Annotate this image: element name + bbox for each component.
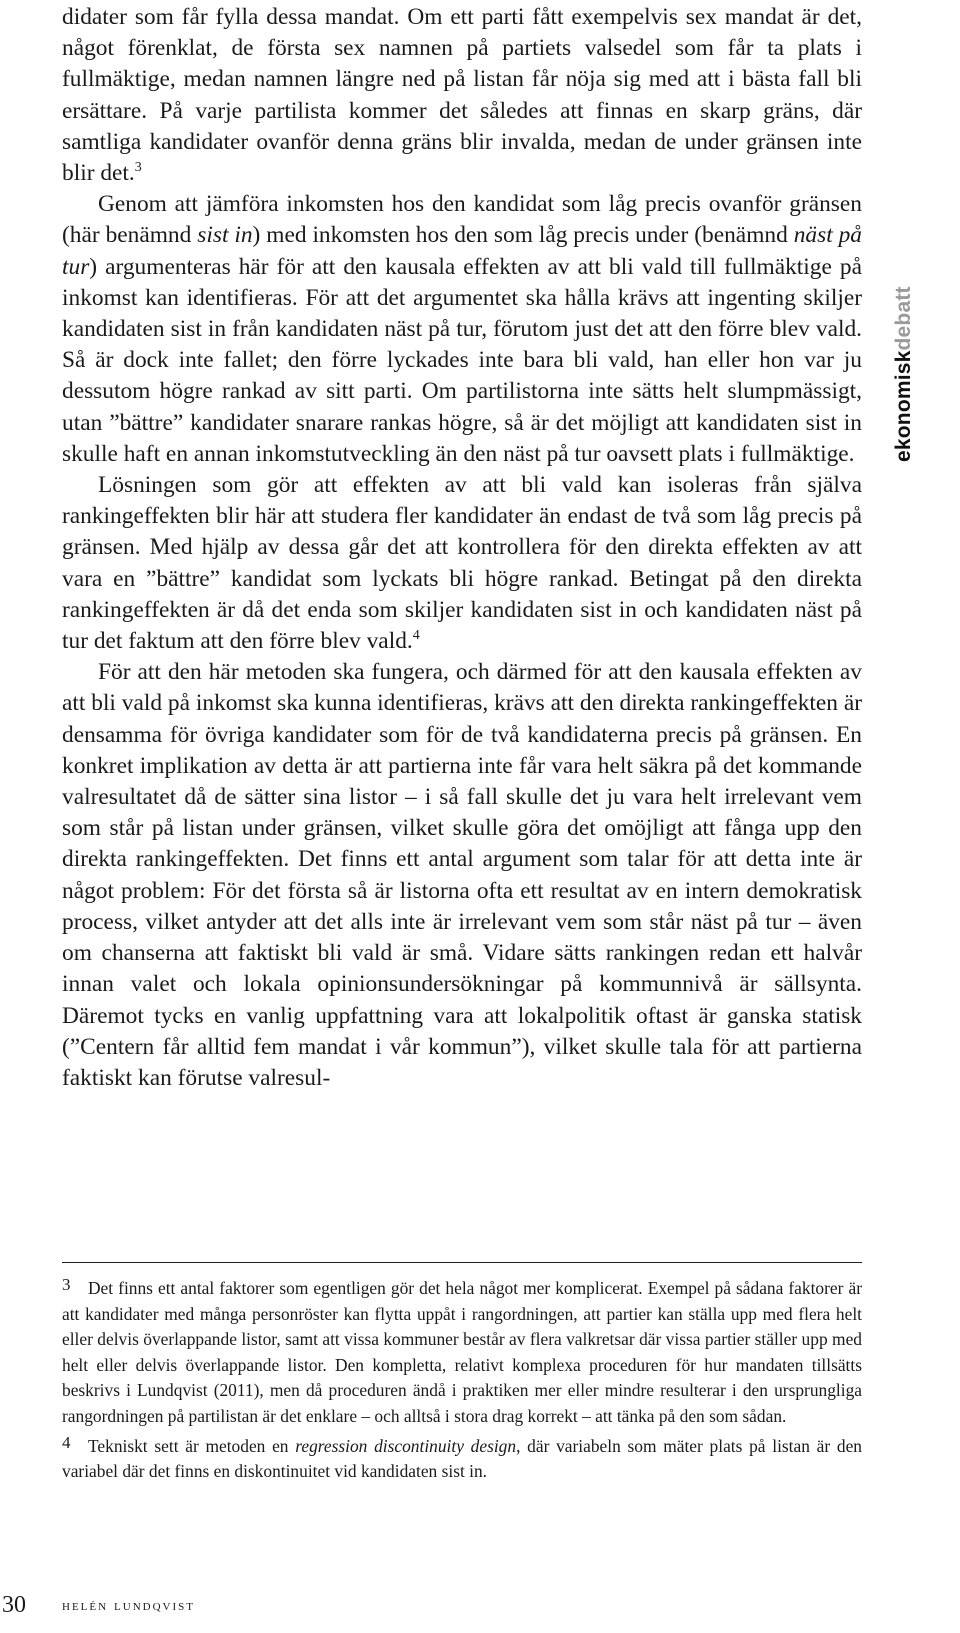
- footnotes: [62, 1272, 862, 1485]
- footnote-divider: [62, 1262, 862, 1263]
- term-rdd: regression discontinuity design: [295, 1435, 517, 1456]
- footnote-ref-4[interactable]: 4: [412, 628, 420, 644]
- page-number: 30: [2, 1592, 26, 1618]
- paragraph-2: Genom att jämföra inkomsten hos den kandidat som låg precis ovanför gränsen (här benämnd sist in) med inkomsten hos den som låg precis under (benämnd näst på tur) argumenteras här för att den kausala effekten av att bli vald till fullmäktige på inkomst kan identifieras. För att det argumentet ska hålla krävs att ingenting skiljer kandidaten sist in från kandidaten näst på tur, förutom just det att den förre blev vald. Så är dock inte fallet; den förre lyckades inte bara bli vald, han eller hon var ju dessutom högre rankad av sitt parti. Om partilistorna inte sätts helt slumpmässigt, utan ”bättre” kandidater snarare rankas högre, så är det möjligt att kandidaten sist in skulle haft en annan inkomstutveckling än den näst på tur oavsett plats i fullmäktige.: [62, 191, 863, 467]
- paragraph-3: Lösningen som gör att effekten av att bli vald kan isoleras från själva rankingeffekten blir här att studera fler kandidater än endast de två som låg precis på gränsen. Med hjälp av dessa går det att kontrollera för den direkta effekten av att vara en ”bättre” kandidat som lyckats bli högre rankad. Betingat på den direkta rankingeffekten är då det enda som skiljer kandidaten sist in och kandidaten näst på tur det faktum att den förre blev vald.$^4$: [62, 472, 862, 655]
- term-nast-pa-tur: näst på tur: [62, 222, 863, 280]
- paragraph-1: didater som får fylla dessa mandat. Om ett parti fått exempelvis sex mandat är det, något förenklat, de första sex namnen på partiets valsedel som får ta plats i fullmäktige, medan namnen längre ned på listan får nöja sig med att i bästa fall bli ersättare. På varje partilista kommer det således att finnas en skarp gräns, där samtliga kandidater ovanför denna gräns blir invalda, medan de under gränsen inte blir det.$^3$: [62, 4, 862, 187]
- footnote-number-4: 4: [62, 1432, 71, 1452]
- footnote-number-3: 3: [62, 1275, 71, 1294]
- body-text: [62, 2, 862, 1094]
- side-label-debatt: debatt: [892, 286, 915, 351]
- term-sist-in: sist in: [197, 222, 253, 249]
- side-label-ekonomisk: ekonomisk: [892, 350, 915, 462]
- footnote-3: 3 Det finns ett antal faktorer som egentligen gör det hela något mer komplicerat. Exempel på sådana faktorer är att kandidater med många personröster kan flytta uppåt i rangordningen, att partier kan ställa upp med flera helt eller delvis överlappande listor, samt att vissa kommuner består av flera valkretsar där vissa partier ställer upp med helt eller delvis överlappande listor. Den kompletta, relativt komplexa proceduren för hur mandaten tillsätts beskrivs i Lundqvist (2011), men då proceduren ändå i praktiken mer eller mindre resulterar i den ursprungliga rangordningen på partilistan är det enklare – och alltså i stora drag korrekt – att tänka på den som sådan.: [62, 1272, 862, 1430]
- footnote-4: 4 Tekniskt sett är metoden en regression discontinuity design, där variabeln som mäter plats på listan är den variabel där det finns en diskontinuitet vid kandidaten sist in.: [62, 1430, 862, 1485]
- paragraph-4: För att den här metoden ska fungera, och därmed för att den kausala effekten av att bli vald på inkomst ska kunna identifieras, krävs att den direkta rankingeffekten är densamma för övriga kandidater som för de två kandidaterna precis på gränsen. En konkret implikation av detta är att partierna inte får vara helt säkra på det kommande valresultatet då de sätter sina listor – i så fall skulle det ju vara helt irrelevant vem som står på listan under gränsen, vilket skulle göra det omöjligt att fånga upp den direkta rankingeffekten. Det finns ett antal argument som talar för att detta inte är något problem: För det första så är listorna ofta ett resultat av en intern demokratisk process, vilket antyder att det alls inte är irrelevant vem som står näst på tur – även om chanserna att faktiskt bli vald är små. Vidare sätts rankingen redan ett halvår innan valet och lokala opinionsundersökningar på kommunnivå är sällsynta. Däremot tycks en vanlig uppfattning vara att lokalpolitik oftast är ganska statisk (”Centern får alltid fem mandat i vår kommun”), vilket skulle tala för att partierna faktiskt kan förutse valresul-: [62, 659, 862, 1091]
- footnote-ref-3[interactable]: 3: [134, 160, 142, 176]
- running-head-author: helén lundqvist: [62, 1597, 195, 1614]
